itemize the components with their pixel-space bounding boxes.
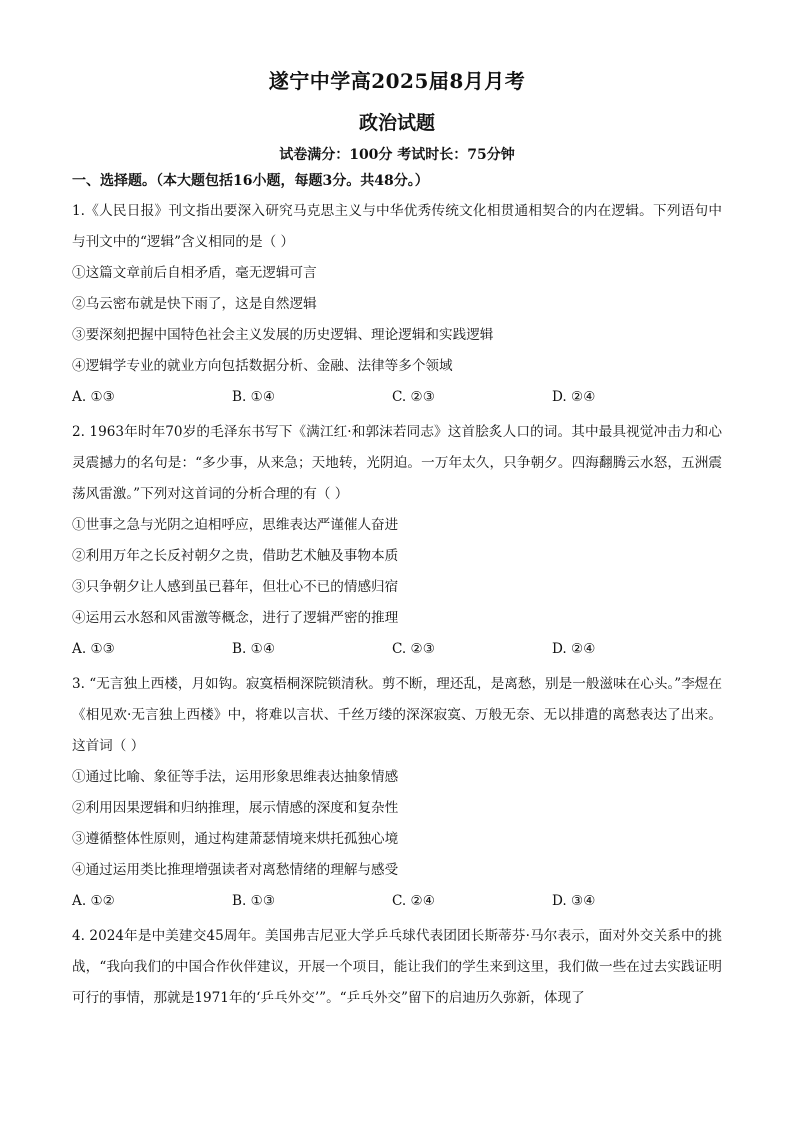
answer-choice: D. ③④ — [552, 893, 596, 909]
question-option: ④通过运用类比推理增强读者对离愁情绪的理解与感受 — [72, 862, 399, 878]
question-option: ④运用云水怒和风雷激等概念，进行了逻辑严密的推理 — [72, 610, 399, 626]
answer-choices — [72, 382, 722, 413]
question-option: ③要深刻把握中国特色社会主义发展的历史逻辑、理论逻辑和实践逻辑 — [72, 327, 494, 343]
question-option: ②乌云密布就是快下雨了，这是自然逻辑 — [72, 296, 317, 312]
answer-choice: A. ①② — [72, 893, 115, 909]
answer-choices — [72, 886, 722, 917]
answer-choice: C. ②③ — [392, 641, 435, 657]
answer-choice: D. ②④ — [552, 389, 596, 405]
question-stem: 1.《人民日报》刊文指出要深入研究马克思主义与中华优秀传统文化相贯通相契合的内在逻辑。下列语句中与刊文中的“逻辑”含义相同的是（ ） — [72, 203, 722, 250]
answer-choices — [72, 634, 722, 665]
exam-meta: 试卷满分：100分 考试时长：75分钟 — [279, 147, 515, 163]
answer-choice: B. ①④ — [232, 641, 276, 657]
question-list — [72, 196, 722, 1014]
question-option: ①这篇文章前后自相矛盾，毫无逻辑可言 — [72, 265, 317, 281]
answer-choice: B. ①③ — [232, 893, 276, 909]
section-heading: 一、选择题。（本大题包括16小题，每题3分。共48分。） — [72, 173, 429, 189]
question-4 — [72, 921, 722, 1014]
exam-title: 遂宁中学高2025届8月月考 — [268, 69, 526, 93]
question-stem: 3. “无言独上西楼，月如钩。寂寞梧桐深院锁清秋。剪不断，理还乱，是离愁，别是一般滋味在心头。”李煜在《相见欢·无言独上西楼》中，将难以言状、千丝万缕的深深寂寞、万般无奈、无以排遣的离愁表达了出来。这首词（ ） — [72, 676, 722, 754]
question-option: ③遵循整体性原则，通过构建萧瑟情境来烘托孤独心境 — [72, 831, 399, 847]
answer-choice: D. ②④ — [552, 641, 596, 657]
question-1 — [72, 196, 722, 413]
answer-choice: C. ②③ — [392, 389, 435, 405]
question-3 — [72, 669, 722, 917]
question-option: ①世事之急与光阴之迫相呼应，思维表达严谨催人奋进 — [72, 517, 399, 533]
answer-choice: B. ①④ — [232, 389, 276, 405]
question-stem: 4. 2024年是中美建交45周年。美国弗吉尼亚大学乒乓球代表团团长斯蒂芬·马尔表示，面对外交关系中的挑战，“我向我们的中国合作伙伴建议，开展一个项目，能让我们的学生来到这里，我们做一些在过去实践证明可行的事情，那就是1971年的‘乒乓外交’”。“乒乓外交”留下的启迪历久弥新，体现了 — [72, 928, 722, 1006]
answer-choice: A. ①③ — [72, 389, 115, 405]
question-option: ①通过比喻、象征等手法，运用形象思维表达抽象情感 — [72, 769, 399, 785]
answer-choice: C. ②④ — [392, 893, 435, 909]
question-2 — [72, 417, 722, 665]
exam-subject: 政治试题 — [358, 112, 435, 134]
question-option: ④逻辑学专业的就业方向包括数据分析、金融、法律等多个领域 — [72, 358, 453, 374]
question-stem: 2. 1963年时年70岁的毛泽东书写下《满江红·和郭沫若同志》这首脍炙人口的词。其中最具视觉冲击力和心灵震撼力的名句是：“多少事，从来急；天地转，光阴迫。一万年太久，只争朝夕。四海翻腾云水怒，五洲震荡风雷激。”下列对这首词的分析合理的有（ ） — [72, 424, 722, 502]
question-option: ②利用万年之长反衬朝夕之贵，借助艺术触及事物本质 — [72, 548, 399, 564]
question-option: ③只争朝夕让人感到虽已暮年，但壮心不已的情感归宿 — [72, 579, 399, 595]
answer-choice: A. ①③ — [72, 641, 115, 657]
question-option: ②利用因果逻辑和归纳推理，展示情感的深度和复杂性 — [72, 800, 399, 816]
